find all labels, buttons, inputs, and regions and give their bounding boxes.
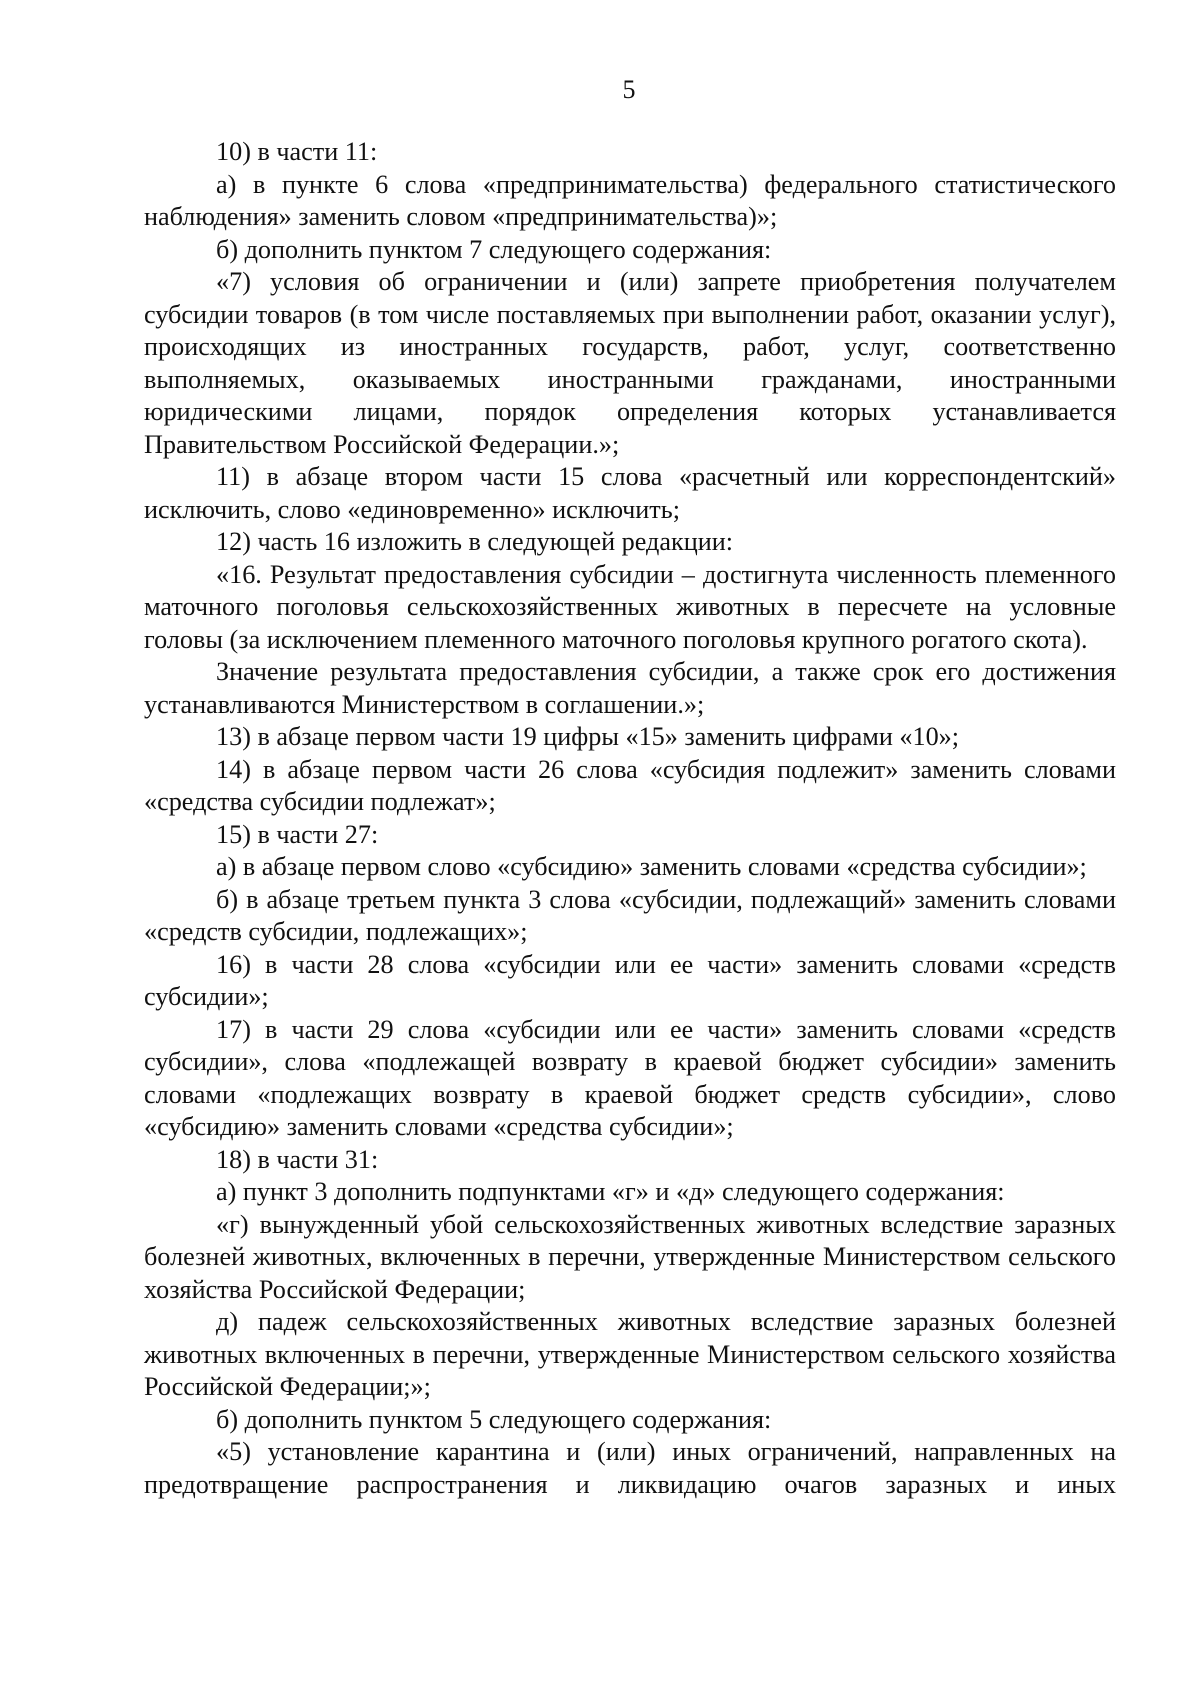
paragraph: 15) в части 27: (216, 819, 379, 849)
paragraph: б) дополнить пунктом 7 следующего содержания: (216, 234, 772, 264)
paragraph: а) в абзаце первом слово «субсидию» заменить словами «средства субсидии»; (216, 852, 1087, 881)
paragraph: «г) вынужденный убой сельскохозяйственных животных вследствие заразных болезней животных, включенных в перечни, утвержденные Министерством сельского хозяйства Российской Федерации; (144, 1209, 1116, 1304)
paragraph: а) в пункте 6 слова «предпринимательства) федерального статистического наблюдения» заменить словом «предпринимательства)»; (144, 169, 1116, 231)
paragraph: «5) установление карантина и (или) иных ограничений, направленных на предотвращение распространения и ликвидацию очагов заразных и иных (144, 1437, 1116, 1499)
paragraph: а) пункт 3 дополнить подпунктами «г» и «д» следующего содержания: (216, 1177, 1005, 1206)
paragraph: «7) условия об ограничении и (или) запрете приобретения получателем субсидии товаров (в том числе поставляемых при выполнении работ, оказании услуг), происходящих из иностранных государств, работ, услуг, соответственно выполняемых, оказываемых иностранными гражданами, иностранными юридическими лицами, порядок определения которых устанавливается Правительством Российской Федерации.»; (144, 267, 1116, 459)
paragraph: Значение результата предоставления субсидии, а также срок его достижения устанавливаются Министерством в соглашении.»; (144, 657, 1116, 719)
paragraph: 12) часть 16 изложить в следующей редакции: (216, 527, 734, 556)
paragraph: б) дополнить пунктом 5 следующего содержания: (216, 1404, 772, 1434)
paragraph: 10) в части 11: (216, 137, 378, 166)
page-number: 5 (622, 75, 636, 104)
paragraph: 14) в абзаце первом части 26 слова «субсидия подлежит» заменить словами «средства субсидии подлежат»; (144, 754, 1116, 816)
paragraph: 16) в части 28 слова «субсидии или ее части» заменить словами «средств субсидии»; (144, 949, 1116, 1011)
paragraph: 17) в части 29 слова «субсидии или ее части» заменить словами «средств субсидии», слова «подлежащей возврату в краевой бюджет субсидии» заменить словами «подлежащих возврату в краевой бюджет средств субсидии», слово «субсидию» заменить словами «средства субсидии»; (144, 1014, 1116, 1141)
paragraph: 18) в части 31: (216, 1144, 379, 1174)
document-body (144, 136, 1116, 1501)
paragraph: 11) в абзаце втором части 15 слова «расчетный или корреспондентский» исключить, слово «единовременно» исключить; (144, 462, 1116, 524)
paragraph: «16. Результат предоставления субсидии – достигнута численность племенного маточного поголовья сельскохозяйственных животных в пересчете на условные головы (за исключением племенного маточного поголовья крупного рогатого скота). (144, 559, 1116, 654)
paragraph: д) падеж сельскохозяйственных животных вследствие заразных болезней животных включенных в перечни, утвержденные Министерством сельского хозяйства Российской Федерации;»; (144, 1307, 1116, 1401)
paragraph: б) в абзаце третьем пункта 3 слова «субсидии, подлежащий» заменить словами «средств субсидии, подлежащих»; (144, 884, 1116, 946)
paragraph: 13) в абзаце первом части 19 цифры «15» заменить цифрами «10»; (216, 722, 960, 751)
